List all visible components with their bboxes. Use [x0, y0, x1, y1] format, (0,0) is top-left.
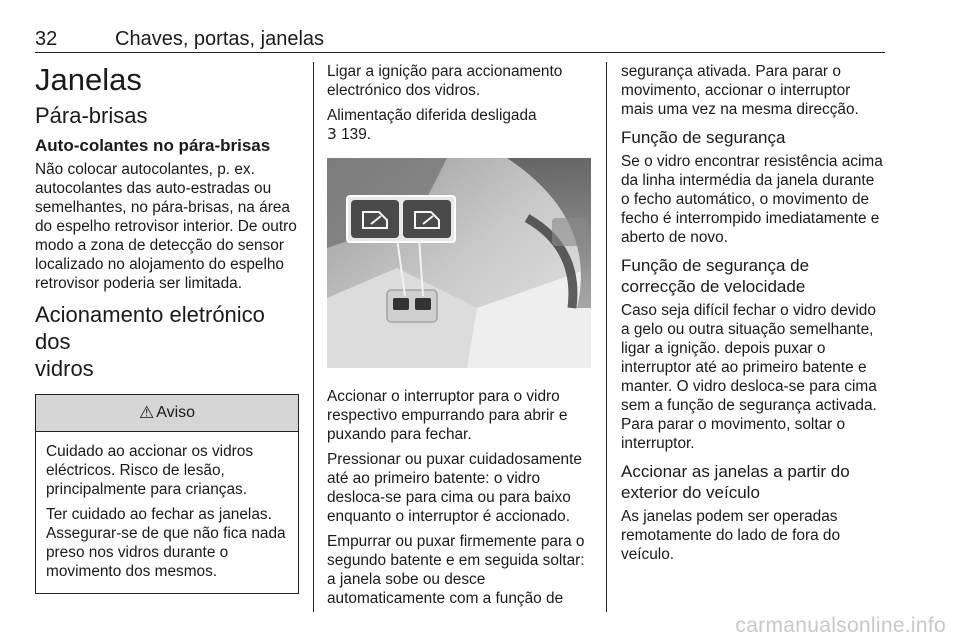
subsection-title: Pára-brisas	[35, 103, 148, 128]
subsection-title	[35, 301, 299, 382]
heading-line: correcção de velocidade	[621, 277, 806, 296]
section-title: Janelas	[35, 62, 142, 97]
warning-icon: ⚠	[138, 403, 155, 422]
topic-heading	[621, 255, 885, 297]
paragraph: segurança ativada. Para parar o movimento, accionar o interruptor mais uma vez na mesma direcção.	[621, 63, 859, 118]
column-3	[621, 62, 885, 570]
window-switch-illustration	[327, 158, 591, 368]
paragraph: Não colocar autocolantes, p. ex. autocolantes das auto-estradas ou semelhantes, no pára-brisas, na área do espelho retrovisor interior. De outro modo a zona de detecção do sensor localizado no alojamento do espelho retrovisor poderia ser limitada.	[35, 161, 297, 292]
column-divider	[606, 62, 607, 612]
page-header	[35, 28, 885, 53]
topic-heading: Auto-colantes no pára-brisas	[35, 136, 271, 155]
warning-title: Aviso	[156, 404, 196, 421]
heading-line: vidros	[35, 356, 94, 381]
watermark: carmanualsonline.info	[735, 614, 946, 637]
warning-header	[36, 395, 298, 432]
paragraph	[327, 106, 591, 144]
page-number: 32	[35, 28, 58, 50]
heading-line: Função de segurança de	[621, 256, 810, 275]
heading-line: Acionamento eletrónico dos	[35, 302, 265, 354]
paragraph: Ter cuidado ao fechar as janelas. Assegurar-se de que não fica nada preso nos vidros durante o movimento dos mesmos.	[46, 506, 286, 580]
heading-line: exterior do veículo	[621, 483, 760, 502]
paragraph: Ligar a ignição para accionamento electrónico dos vidros.	[327, 63, 563, 99]
paragraph: Caso seja difícil fechar o vidro devido a gelo ou outra situação semelhante, ligar a ignição. depois puxar o interruptor até ao primeiro batente e manter. O vidro desloca-se para cima sem a função de segurança activada. Para parar o movimento, soltar o interruptor.	[621, 302, 877, 452]
column-2	[327, 62, 591, 614]
page-ref: 139.	[336, 126, 372, 143]
paragraph: Empurrar ou puxar firmemente para o segundo batente e em seguida soltar: a janela sobe ou desce automaticamente com a função de	[327, 533, 585, 607]
text-line: Alimentação diferida desligada	[327, 107, 537, 124]
paragraph: Accionar o interruptor para o vidro respectivo empurrando para abrir e puxando para fechar.	[327, 388, 568, 443]
column-divider	[313, 62, 314, 612]
topic-heading: Função de segurança	[621, 128, 786, 147]
paragraph: Pressionar ou puxar cuidadosamente até ao primeiro batente: o vidro desloca-se para cima ou para baixo enquanto o interruptor é accionado.	[327, 451, 582, 525]
chapter-title: Chaves, portas, janelas	[115, 28, 325, 50]
paragraph: Se o vidro encontrar resistência acima da linha intermédia da janela durante o fecho automático, o movimento de fecho é interrompido imediatamente e aberto de novo.	[621, 153, 883, 246]
column-1	[35, 62, 299, 594]
heading-line: Accionar as janelas a partir do	[621, 462, 850, 481]
page-ref-icon: 3	[327, 125, 337, 143]
warning-body	[36, 432, 298, 593]
paragraph: As janelas podem ser operadas remotamente do lado de fora do veículo.	[621, 508, 841, 563]
warning-box	[35, 394, 299, 594]
paragraph: Cuidado ao accionar os vidros eléctricos. Risco de lesão, principalmente para crianças.	[46, 443, 254, 498]
topic-heading	[621, 461, 885, 503]
